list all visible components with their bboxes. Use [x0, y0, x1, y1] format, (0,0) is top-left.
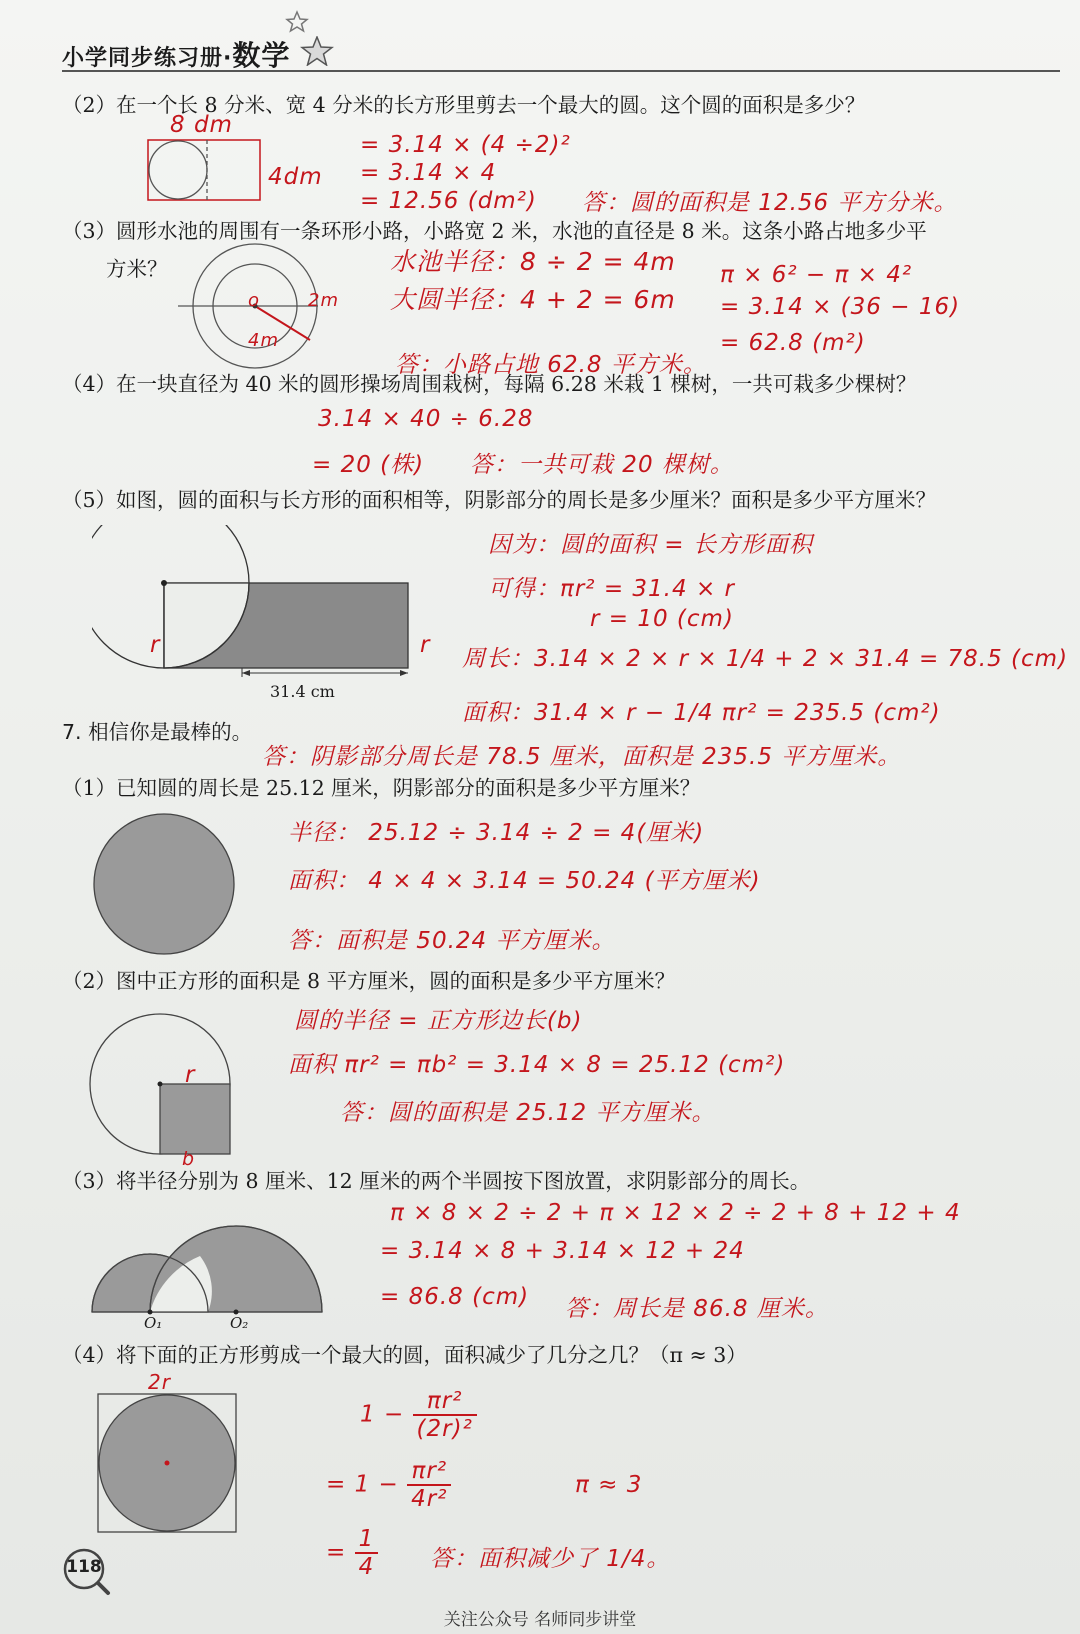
q3-radius-label: 4m	[248, 330, 279, 351]
s7q3-o1-label: O₁	[144, 1314, 163, 1332]
s7q2-work-1: 圆的半径 = 正方形边长(b)	[294, 1008, 583, 1034]
s7q3-work-2: = 3.14 × 8 + 3.14 × 12 + 24	[380, 1238, 745, 1264]
s7q4-work-line-1: 1 − $\frac{\text{πr²}}{\text{(2r)²}}$	[360, 1388, 477, 1442]
q5-work-5: 面积：31.4 × r − 1/4 πr² = 235.5 (cm²)	[462, 700, 941, 726]
q5-r-right: r	[420, 632, 431, 658]
s7-question-3-text: （3）将半径分别为 8 厘米、12 厘米的两个半圆按下图放置，求阴影部分的周长。	[62, 1169, 811, 1193]
shaded-circle-figure	[92, 812, 242, 962]
q2-width-label: 4dm	[268, 164, 323, 190]
circle-square-figure	[84, 1010, 244, 1160]
s7q1-work-2: 面积： 4 × 4 × 3.14 = 50.24 (平方厘米)	[288, 868, 761, 894]
q3-work-right-3: = 62.8 (m²)	[720, 330, 866, 356]
s7q4-side-label: 2r	[148, 1370, 171, 1394]
s7-question-1-text: （1）已知圆的周长是 25.12 厘米，阴影部分的面积是多少平方厘米？	[62, 776, 701, 800]
s7-question-4-text: （4）将下面的正方形剪成一个最大的圆，面积减少了几分之几？（π ≈ 3）	[62, 1343, 747, 1367]
q3-work-left-1: 水池半径：8 ÷ 2 = 4m	[390, 247, 676, 276]
s7q4-work-line-3: = $\frac{1}{4}$	[326, 1526, 378, 1580]
header-rule	[62, 70, 1060, 72]
q4-work-2: = 20 (株)	[312, 452, 425, 478]
two-semicircles-figure	[90, 1218, 330, 1318]
q2-work-3: = 12.56 (dm²)	[360, 188, 537, 214]
q2-length-label: 8 dm	[170, 112, 233, 138]
s7q1-work-1: 半径： 25.12 ÷ 3.14 ÷ 2 = 4(厘米)	[288, 820, 705, 846]
question-4-text: （4）在一块直径为 40 米的圆形操场周围栽树，每隔 6.28 米栽 1 棵树，一共可栽多少棵树？	[62, 372, 917, 396]
question-2-text: （2）在一个长 8 分米、宽 4 分米的长方形里剪去一个最大的圆。这个圆的面积是多少？	[62, 93, 866, 117]
question-3-text-2: 方米？	[106, 257, 168, 281]
q5-work-4: 周长：3.14 × 2 × r × 1/4 + 2 × 31.4 = 78.5 (cm)	[462, 646, 1069, 672]
s7q4-work-line-2: = 1 − $\frac{\text{πr²}}{\text{4r²}}$	[326, 1458, 451, 1512]
s7q3-answer: 答：周长是 86.8 厘米。	[565, 1296, 829, 1322]
q3-answer: 答：小路占地 62.8 平方米。	[395, 352, 707, 378]
q5-work-2: 可得：πr² = 31.4 × r	[488, 576, 735, 602]
question-5-text: （5）如图，圆的面积与长方形的面积相等，阴影部分的周长是多少厘米？面积是多少平方厘米？	[62, 488, 937, 512]
header-title: 小学同步练习册·数学	[62, 39, 291, 72]
q5-work-3: r = 10 (cm)	[590, 606, 734, 632]
star-icon	[285, 10, 309, 34]
square-circle-figure	[92, 1388, 242, 1538]
q2-answer: 答：圆的面积是 12.56 平方分米。	[582, 190, 958, 216]
s7q4-frac-2: $\frac{\text{πr²}}{\text{4r²}}$	[407, 1458, 451, 1512]
q5-r-left: r	[150, 632, 161, 658]
s7q4-answer: 答：面积减少了 1/4。	[430, 1546, 671, 1572]
question-3-text-1: （3）圆形水池的周围有一条环形小路，小路宽 2 米，水池的直径是 8 米。这条小路占地多少平	[62, 219, 927, 243]
s7q2-r-label: r	[185, 1062, 196, 1088]
q2-work-1: = 3.14 × (4 ÷2)²	[360, 132, 571, 158]
q5-work-1: 因为：圆的面积 = 长方形面积	[488, 532, 813, 558]
s7q2-answer: 答：圆的面积是 25.12 平方厘米。	[340, 1100, 716, 1126]
q3-width-label: 2m	[308, 290, 339, 311]
q2-work-2: = 3.14 × 4	[360, 160, 497, 186]
q3-work-left-2: 大圆半径：4 + 2 = 6m	[390, 285, 676, 314]
q3-work-right-2: = 3.14 × (36 − 16)	[720, 294, 961, 320]
s7q4-pi-note: π ≈ 3	[575, 1472, 643, 1498]
circle-rectangle-figure	[92, 525, 422, 705]
star-icon	[300, 36, 334, 66]
q4-answer: 答：一共可栽 20 棵树。	[470, 452, 734, 478]
section-7-title: 7. 相信你是最棒的。	[62, 720, 253, 744]
footer-caption: 关注公众号 名师同步讲堂	[443, 1610, 637, 1630]
s7-question-2-text: （2）图中正方形的面积是 8 平方厘米，圆的面积是多少平方厘米？	[62, 969, 676, 993]
s7q4-frac-1: $\frac{\text{πr²}}{\text{(2r)²}}$	[413, 1388, 477, 1442]
page-number: 118	[66, 1557, 102, 1577]
page-number-badge	[62, 1547, 110, 1595]
s7q1-answer: 答：面积是 50.24 平方厘米。	[288, 928, 616, 954]
s7q4-frac-3: $\frac{1}{4}$	[355, 1526, 379, 1580]
q5-answer: 答：阴影部分周长是 78.5 厘米，面积是 235.5 平方厘米。	[262, 744, 902, 770]
s7q3-work-1: π × 8 × 2 ÷ 2 + π × 12 × 2 ÷ 2 + 8 + 12 + 4	[390, 1200, 961, 1226]
q3-work-right-1: π × 6² − π × 4²	[720, 262, 913, 288]
q5-length-label: 31.4 cm	[270, 682, 335, 701]
s7q3-work-3: = 86.8 (cm)	[380, 1284, 530, 1310]
s7q2-b-label: b	[182, 1148, 196, 1170]
q3-center-label: o	[248, 290, 261, 311]
s7q3-o2-label: O₂	[230, 1314, 249, 1332]
s7q2-work-2: 面积 πr² = πb² = 3.14 × 8 = 25.12 (cm²)	[288, 1052, 786, 1078]
q4-work-1: 3.14 × 40 ÷ 6.28	[318, 406, 534, 432]
